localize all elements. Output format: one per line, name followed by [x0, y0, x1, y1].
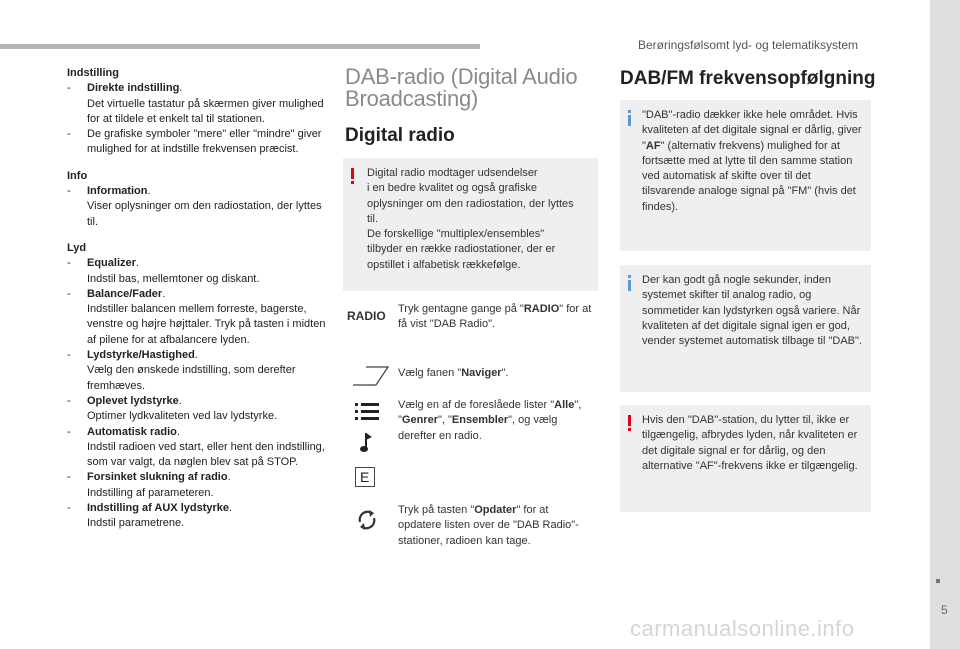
list-item-title: Information: [87, 185, 148, 198]
settings-list: [67, 81, 327, 157]
list-item-title: Automatisk radio: [87, 425, 177, 438]
warning-icon: [351, 168, 354, 179]
list-item-punct: .: [147, 185, 151, 198]
warning-line: opstillet i alfabetisk rækkefølge.: [367, 258, 521, 271]
top-rule: [0, 44, 480, 49]
step-radio: [398, 302, 593, 333]
bullet-dash: -: [67, 185, 71, 198]
list-item: [67, 287, 327, 348]
list-item-title: Balance/Fader: [87, 287, 163, 300]
switch-info-note: [620, 265, 871, 392]
af-info-note: [620, 100, 871, 251]
bullet-dash: -: [67, 471, 71, 484]
info-icon-dot: [628, 110, 631, 113]
list-item: [67, 394, 327, 425]
list-item-text: [87, 81, 327, 127]
af-info-text-a: "DAB"-radio dækker ikke hele området. Hvis kvaliteten af det digitale signal er dårlig, giver ": [642, 109, 862, 152]
list-item-desc: Indstiller balancen mellem forreste, bagerste, venstre og højre højttaler. Tryk på tasten i midten af pilene for at afbalancere lyden.: [87, 303, 326, 346]
warning-text: [367, 166, 590, 273]
list-icon: [354, 401, 380, 423]
list-item-text: [87, 501, 327, 532]
navigate-tab-icon: [352, 366, 390, 386]
warning-icon-dot: [628, 428, 631, 431]
info-group: [67, 169, 327, 230]
list-item-punct: .: [178, 394, 182, 407]
af-info-text-c: " (alternativ frekvens) mulighed for at fortsætte med at lytte til den samme station ved automatisk af skifte over til det tilsvarende analoge signal på "FM" (hvis det findes).: [642, 139, 856, 213]
info-list: [67, 184, 327, 230]
list-item-desc: Optimer lydkvaliteten ved lav lydstyrke.: [87, 410, 278, 423]
list-item-desc: Indstilling af parameteren.: [87, 486, 214, 499]
bullet-dash: -: [67, 502, 71, 515]
step-navigate: [398, 366, 593, 381]
dab-title-line1: DAB-radio (Digital Audio: [345, 64, 578, 89]
list-item: [67, 184, 327, 230]
ensemble-icon: [355, 467, 375, 487]
warning-line: Digital radio modtager udsendelser: [367, 167, 538, 179]
af-info-text-b: AF: [645, 139, 661, 152]
list-item: [67, 425, 327, 471]
settings-group: [67, 66, 327, 158]
list-item-text: [87, 287, 327, 348]
digital-radio-subtitle: Digital radio: [345, 125, 455, 146]
bullet-dash: -: [67, 82, 71, 95]
list-item-text: [87, 394, 327, 425]
sound-list: [67, 256, 327, 531]
dab-fm-title: DAB/FM frekvensopfølgning: [620, 68, 876, 89]
step3-text-f: Ensembler: [451, 414, 509, 427]
list-item-desc: Viser oplysninger om den radiostation, der lyttes til.: [87, 200, 322, 228]
step3-text-e: ", ": [437, 414, 452, 427]
list-item-title: Forsinket slukning af radio: [87, 471, 228, 484]
list-item-punct: .: [194, 349, 198, 362]
step1-text-c: " for at få vist "DAB Radio".: [398, 303, 592, 331]
bullet-dash: -: [67, 349, 71, 362]
settings-heading: Indstilling: [67, 67, 119, 79]
list-item: [67, 127, 327, 158]
warning-line: i en bedre kvalitet og også grafiske: [367, 182, 537, 195]
list-item-desc: Det virtuelle tastatur på skærmen giver mulighed for at tildele et enkelt tal til stationen.: [87, 97, 324, 125]
list-item-text: [87, 256, 327, 287]
bullet-dash: -: [67, 425, 71, 438]
step3-text-b: Alle: [554, 399, 575, 411]
step3-text-g: ", og vælg derefter en radio.: [398, 414, 558, 442]
step4-text-c: " for at opdatere listen over de "DAB Radio"-stationer, radioen kan tage.: [398, 504, 579, 547]
step-update: [398, 503, 588, 549]
step4-text-a: Tryk på tasten ": [398, 504, 475, 516]
list-item-punct: .: [179, 82, 183, 95]
sound-group: [67, 241, 327, 532]
step2-text-a: Vælg fanen ": [398, 367, 462, 379]
warning-line: tilbyder en række radiostationer, der er: [367, 243, 556, 256]
bullet-dash: -: [67, 394, 71, 407]
list-item-title: Equalizer: [87, 257, 136, 270]
list-item-text: [87, 127, 327, 158]
sound-heading: Lyd: [67, 241, 87, 254]
page-header-title: Berøringsfølsomt lyd- og telematiksystem: [638, 38, 859, 52]
list-item: [67, 81, 327, 127]
dab-title-line2: Broadcasting): [345, 86, 479, 111]
list-item-title: Direkte indstilling: [87, 82, 180, 95]
dab-title: [345, 66, 600, 110]
bullet-dash: -: [67, 257, 71, 270]
step3-text-c: ", ": [398, 399, 582, 427]
step3-text-d: Genrer: [401, 414, 438, 427]
right-sidebar: [930, 0, 960, 649]
list-item-desc: Indstil bas, mellemtoner og diskant.: [87, 272, 260, 285]
info-icon: [628, 115, 631, 126]
list-item-text: [87, 348, 327, 394]
list-item-punct: .: [162, 287, 166, 300]
watermark-text: carmanualsonline.info: [630, 616, 855, 641]
digital-radio-warning-note: [343, 158, 598, 291]
warning-icon: [628, 415, 631, 426]
page-number: 5: [941, 603, 948, 617]
list-item-desc: De grafiske symboler "mere" eller "mindre" giver mulighed for at indstille frekvensen præcist.: [87, 128, 322, 156]
list-item-desc: Indstil radioen ved start, eller hent den indstilling, som var valgt, da nøglen blev sat på STOP.: [87, 440, 325, 469]
list-item-punct: .: [176, 425, 180, 438]
list-item: [67, 501, 327, 532]
list-item: [67, 470, 327, 501]
warning-line: til.: [367, 212, 378, 225]
bullet-dash: -: [67, 128, 71, 141]
refresh-icon: [356, 508, 378, 532]
warning-line: oplysninger om den radiostation, der lyttes: [367, 197, 574, 210]
settings-column: [67, 66, 327, 543]
list-item: [67, 348, 327, 394]
list-item-text: [87, 470, 327, 501]
genre-icon: [360, 432, 374, 454]
list-item-text: [87, 425, 327, 471]
list-item-title: Oplevet lydstyrke: [87, 394, 179, 407]
step2-text-c: ".: [501, 367, 509, 379]
step4-text-b: Opdater: [474, 504, 517, 516]
dab-column: [345, 66, 600, 147]
bullet-dash: -: [67, 287, 71, 300]
list-item-punct: .: [135, 257, 139, 270]
warning-line: De forskellige "multiplex/ensembles": [367, 228, 545, 241]
warning-icon-dot: [351, 181, 354, 184]
step3-text-a: Vælg en af de foreslåede lister ": [398, 399, 555, 411]
step-lists: [398, 398, 593, 444]
info-icon: [628, 280, 631, 291]
info-icon-dot: [628, 275, 631, 278]
list-item-title: Indstilling af AUX lydstyrke: [87, 502, 230, 515]
radio-button-icon: RADIO: [347, 309, 386, 323]
step2-text-b: Naviger: [461, 367, 502, 379]
info-heading: Info: [67, 169, 88, 182]
step1-text-a: Tryk gentagne gange på ": [398, 303, 524, 315]
list-item-text: [87, 184, 327, 230]
list-item-punct: .: [229, 502, 233, 515]
dab-warning-note: [620, 405, 871, 512]
footer-mark: [936, 579, 940, 583]
list-item-punct: .: [227, 471, 231, 484]
af-info-text: [642, 108, 863, 215]
list-item-desc: Indstil parametrene.: [87, 517, 185, 530]
step1-text-b: RADIO: [523, 303, 560, 315]
switch-info-text: Der kan godt gå nogle sekunder, inden systemet skifter til analog radio, og sommetider kan lydstyrken også variere. Når kvaliteten af det digitale signal igen er god, vender systemet automatisk tilbage til "DAB".: [642, 274, 862, 348]
ensemble-icon-letter: E: [360, 469, 370, 485]
list-item-title: Lydstyrke/Hastighed: [87, 349, 195, 362]
dab-warning-text: Hvis den "DAB"-station, du lytter til, ikke er tilgængelig, afbrydes lyden, når kvaliteten er det digitale signal er for dårlig, og den alternative "AF"-frekvens ikke er tilgængelig.: [642, 414, 858, 472]
list-item-desc: Vælg den ønskede indstilling, som derefter fremhæves.: [87, 364, 296, 392]
list-item: [67, 256, 327, 287]
